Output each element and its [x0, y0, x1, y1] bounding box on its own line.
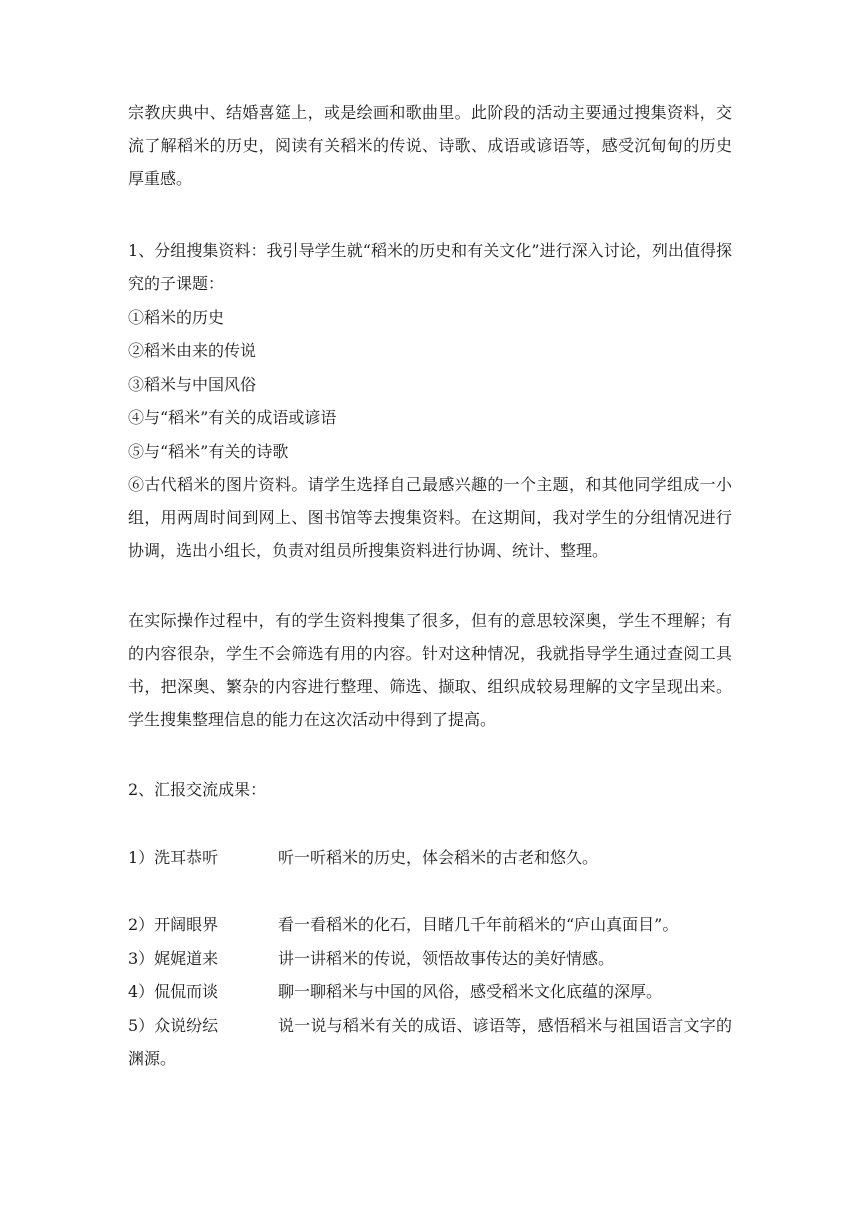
subtopic-item: ②稻米由来的传说 — [128, 341, 257, 360]
result-desc: 讲一讲稻米的传说，领悟故事传达的美好情感。 — [278, 949, 615, 968]
result-desc: 说一说与稻米有关的成语、谚语等，感悟稻米与祖国语言文字的渊源。 — [128, 1016, 732, 1068]
subtopic-item: ④与“稻米”有关的成语或谚语 — [128, 408, 337, 427]
result-desc: 看一看稻米的化石，目睹几千年前稻米的“庐山真面目”。 — [278, 915, 679, 934]
result-row — [128, 1009, 732, 1075]
result-desc: 聊一聊稻米与中国的风俗，感受稻米文化底蕴的深厚。 — [278, 982, 663, 1001]
result-label: 1）洗耳恭听 — [128, 848, 219, 867]
subtopic-item-6-paragraph: ⑥古代稻米的图片资料。请学生选择自己最感兴趣的一个主题，和其他同学组成一小组，用两周时间到网上、图书馆等去搜集资料。在这期间，我对学生的分组情况进行协调，选出小组长，负责对组员所搜集资料进行协调、统计、整理。 — [128, 475, 732, 560]
section2-heading: 2、汇报交流成果： — [128, 780, 267, 799]
practice-paragraph: 在实际操作过程中，有的学生资料搜集了很多，但有的意思较深奥，学生不理解；有的内容很杂，学生不会筛选有用的内容。针对这种情况，我就指导学生通过查阅工具书，把深奥、繁杂的内容进行整理、筛选、撷取、组织成较易理解的文字呈现出来。学生搜集整理信息的能力在这次活动中得到了提高。 — [128, 611, 732, 729]
result-label: 4）侃侃而谈 — [128, 982, 219, 1001]
result-row — [128, 908, 732, 941]
result-row — [128, 942, 732, 975]
result-label: 2）开阔眼界 — [128, 915, 219, 934]
section1-heading: 1、分组搜集资料：我引导学生就“稻米的历史和有关文化”进行深入讨论，列出值得探究的子课题： — [128, 241, 732, 293]
result-row — [128, 975, 732, 1008]
result-row — [128, 841, 732, 874]
subtopic-item: ③稻米与中国风俗 — [128, 375, 257, 394]
subtopic-item: ⑤与“稻米”有关的诗歌 — [128, 442, 289, 461]
result-label: 3）娓娓道来 — [128, 949, 219, 968]
result-label: 5）众说纷纭 — [128, 1016, 219, 1035]
intro-paragraph: 宗教庆典中、结婚喜筵上，或是绘画和歌曲里。此阶段的活动主要通过搜集资料，交流了解稻米的历史，阅读有关稻米的传说、诗歌、成语或谚语等，感受沉甸甸的历史厚重感。 — [128, 103, 732, 188]
subtopic-item: ①稻米的历史 — [128, 308, 225, 327]
result-desc: 听一听稻米的历史，体会稻米的古老和悠久。 — [278, 848, 599, 867]
